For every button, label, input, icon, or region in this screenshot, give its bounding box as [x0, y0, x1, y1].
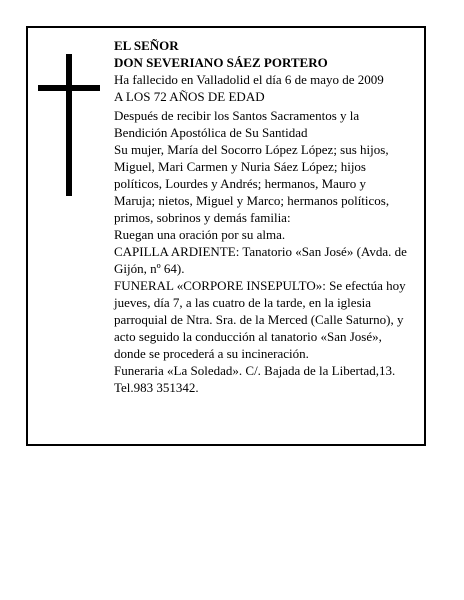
death-line: Ha fallecido en Valladolid el día 6 de mayo de 2009 — [114, 72, 384, 87]
family-line: Miguel, Mari Carmen y Nuria Sáez López; hijos — [114, 159, 366, 174]
obituary-text — [114, 37, 424, 396]
cross-vertical-bar — [66, 54, 72, 196]
notice-heading-name: DON SEVERIANO SÁEZ PORTERO — [114, 55, 328, 70]
chapel-line: CAPILLA ARDIENTE: Tanatorio «San José» (Avda. de — [114, 244, 407, 259]
prayer-line: Ruegan una oración por su alma. — [114, 227, 286, 242]
funeral-home-line: Funeraria «La Soledad». C/. Bajada de la Libertad,13. — [114, 363, 396, 378]
funeral-line: donde se procederá a su incineración. — [114, 346, 309, 361]
notice-heading-title: EL SEÑOR — [114, 38, 179, 53]
family-line: políticos, Lourdes y Andrés; hermanos, Mauro y — [114, 176, 367, 191]
funeral-line: jueves, día 7, a las cuatro de la tarde, en la iglesia — [114, 295, 372, 310]
funeral-line: acto seguido la conducción al tanatorio «San José», — [114, 329, 382, 344]
funeral-line: FUNERAL «CORPORE INSEPULTO»: Se efectúa hoy — [114, 278, 406, 293]
cross-icon — [38, 54, 100, 196]
cross-horizontal-bar — [38, 85, 100, 91]
family-line: Maruja; nietos, Miguel y Marco; hermanos políticos, — [114, 193, 390, 208]
sacraments-line: Bendición Apostólica de Su Santidad — [114, 125, 308, 140]
sacraments-line: Después de recibir los Santos Sacramentos y la — [114, 108, 360, 123]
telephone-line: Tel.983 351342. — [114, 380, 199, 395]
family-line: primos, sobrinos y demás familia: — [114, 210, 291, 225]
family-line: Su mujer, María del Socorro López López; sus hijos, — [114, 142, 389, 157]
funeral-line: parroquial de Ntra. Sra. de la Merced (Calle Saturno), y — [114, 312, 404, 327]
chapel-line: Gijón, nº 64). — [114, 261, 185, 276]
age-line: A LOS 72 AÑOS DE EDAD — [114, 89, 265, 104]
